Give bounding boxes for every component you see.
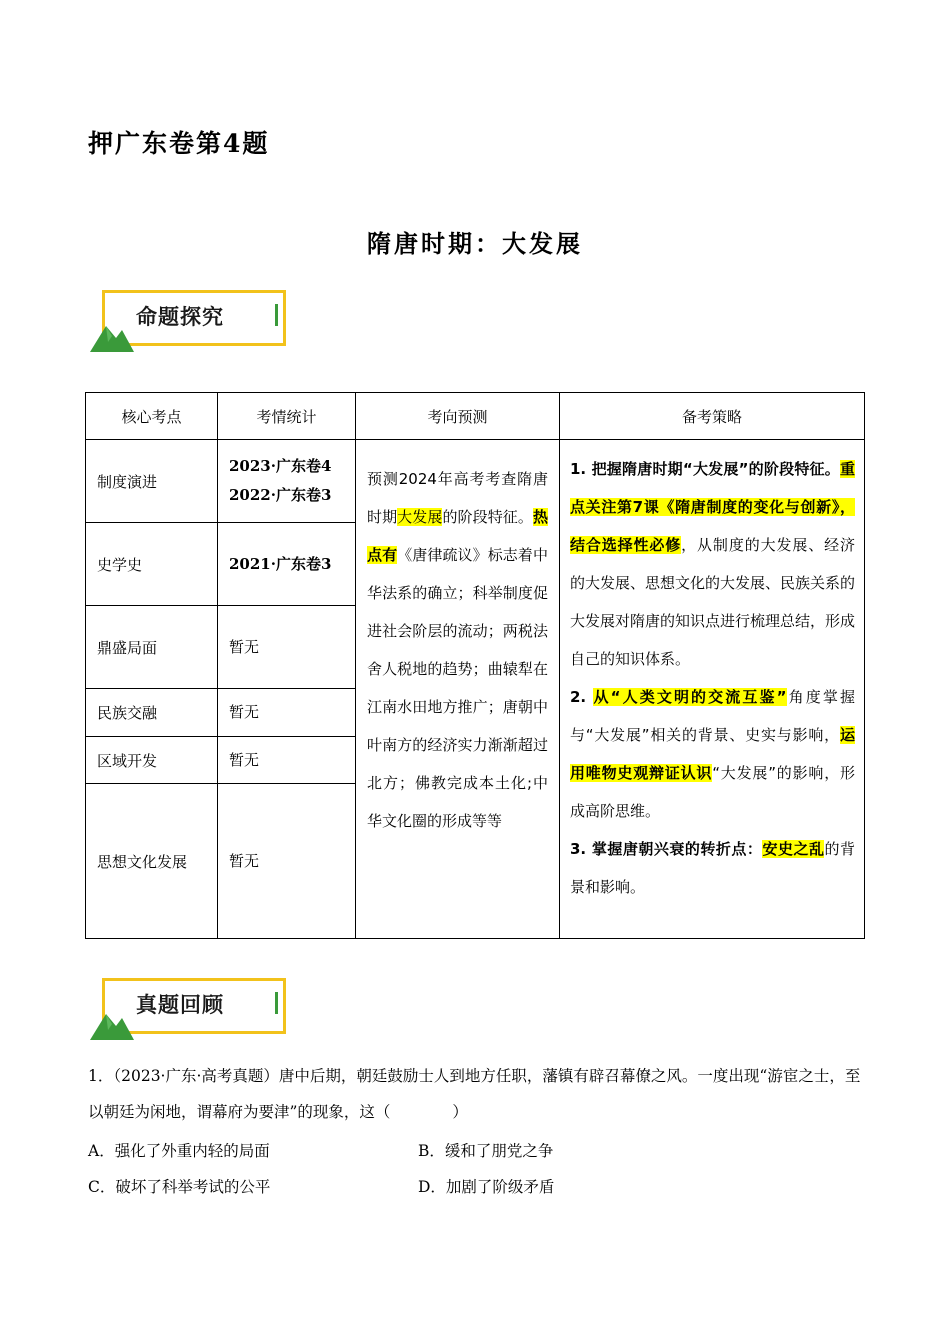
strategy-text: 2.: [570, 688, 594, 706]
prediction-highlight: 大发展: [397, 508, 443, 526]
banner-label: 命题探究: [136, 305, 224, 329]
core-point-cell: 鼎盛局面: [86, 606, 218, 689]
mountain-icon: [90, 320, 138, 352]
option-a: A．强化了外重内轻的局面: [88, 1142, 270, 1160]
core-point-cell: 制度演进: [86, 440, 218, 523]
banner-accent: [275, 304, 278, 326]
banner-mingti: [90, 290, 290, 352]
prediction-cell: [356, 440, 560, 939]
statistics-cell: 暂无: [218, 737, 356, 784]
strategy-text: ，从制度的大发展、经济的大发展、思想文化的大发展、民族关系的大发展对隋唐的知识点进行梳理总结，形成自己的知识体系。: [570, 536, 856, 668]
strategy-cell: [560, 440, 865, 939]
strategy-text: 角度掌握与“大发展”相关的背景、史实与影响，: [570, 688, 855, 744]
question-stem: 1．（2023·广东·高考真题）唐中后期，朝廷鼓励士人到地方任职，藩镇有辟召幕僚之风。一度出现“游宦之士，至以朝廷为闲地，谓幕府为要津”的现象，这（ ）: [88, 1067, 861, 1121]
core-point-cell: 史学史: [86, 523, 218, 606]
core-point-cell: 区域开发: [86, 737, 218, 784]
document-title: 押广东卷第4题: [88, 129, 270, 158]
header-prediction: 考向预测: [356, 393, 560, 440]
statistics-line: 2022·广东卷3: [229, 486, 332, 504]
core-point-cell: 民族交融: [86, 689, 218, 737]
statistics-line: 2023·广东卷4: [229, 457, 332, 475]
option-d: D．加剧了阶级矛盾: [418, 1178, 555, 1196]
header-core-point: 核心考点: [86, 393, 218, 440]
strategy-highlight: 运用唯物史观辩证认识: [570, 726, 855, 782]
banner-accent: [275, 992, 278, 1014]
strategy-highlight: 从“人类文明的交流互鉴”: [593, 688, 787, 706]
strategy-text: 1. 把握隋唐时期“大发展”的阶段特征。: [570, 460, 840, 478]
statistics-cell: [218, 440, 356, 523]
table-header-row: [86, 393, 865, 440]
core-point-cell: 思想文化发展: [86, 784, 218, 939]
mountain-icon: [90, 1008, 138, 1040]
statistics-cell: 暂无: [218, 606, 356, 689]
statistics-cell: 暂无: [218, 689, 356, 737]
strategy-text: “大发展”的影响，形成高阶思维。: [570, 764, 855, 820]
prediction-text: 的阶段特征。: [442, 508, 533, 526]
banner-zhenti: [90, 978, 290, 1040]
strategy-text: 的背景和影响。: [570, 840, 855, 896]
strategy-highlight: 重点关注第7课《隋唐制度的变化与创新》，结合选择性必修: [570, 460, 855, 554]
banner-label: 真题回顾: [136, 993, 224, 1017]
prediction-text: 预测2024年高考考查隋唐时期: [367, 470, 548, 526]
header-statistics: 考情统计: [218, 393, 356, 440]
prediction-highlight: 热点有: [367, 508, 548, 564]
statistics-cell: 暂无: [218, 784, 356, 939]
strategy-highlight: 安史之乱: [762, 840, 825, 858]
option-c: C．破坏了科举考试的公平: [88, 1178, 271, 1196]
statistics-cell: 2021·广东卷3: [218, 523, 356, 606]
section-title: 隋唐时期：大发展: [367, 229, 583, 258]
table-row: [86, 440, 865, 523]
exam-analysis-table: [85, 392, 865, 939]
strategy-text: 3. 掌握唐朝兴衰的转折点：: [570, 840, 763, 858]
option-b: B．缓和了朋党之争: [418, 1142, 554, 1160]
header-strategy: 备考策略: [560, 393, 865, 440]
prediction-text: 《唐律疏议》标志着中华法系的确立；科举制度促进社会阶层的流动；两税法舍人税地的趋势；曲辕犁在江南水田地方推广；唐朝中叶南方的经济实力渐渐超过北方；佛教完成本土化;中华文化圈的形成等等: [367, 546, 548, 830]
